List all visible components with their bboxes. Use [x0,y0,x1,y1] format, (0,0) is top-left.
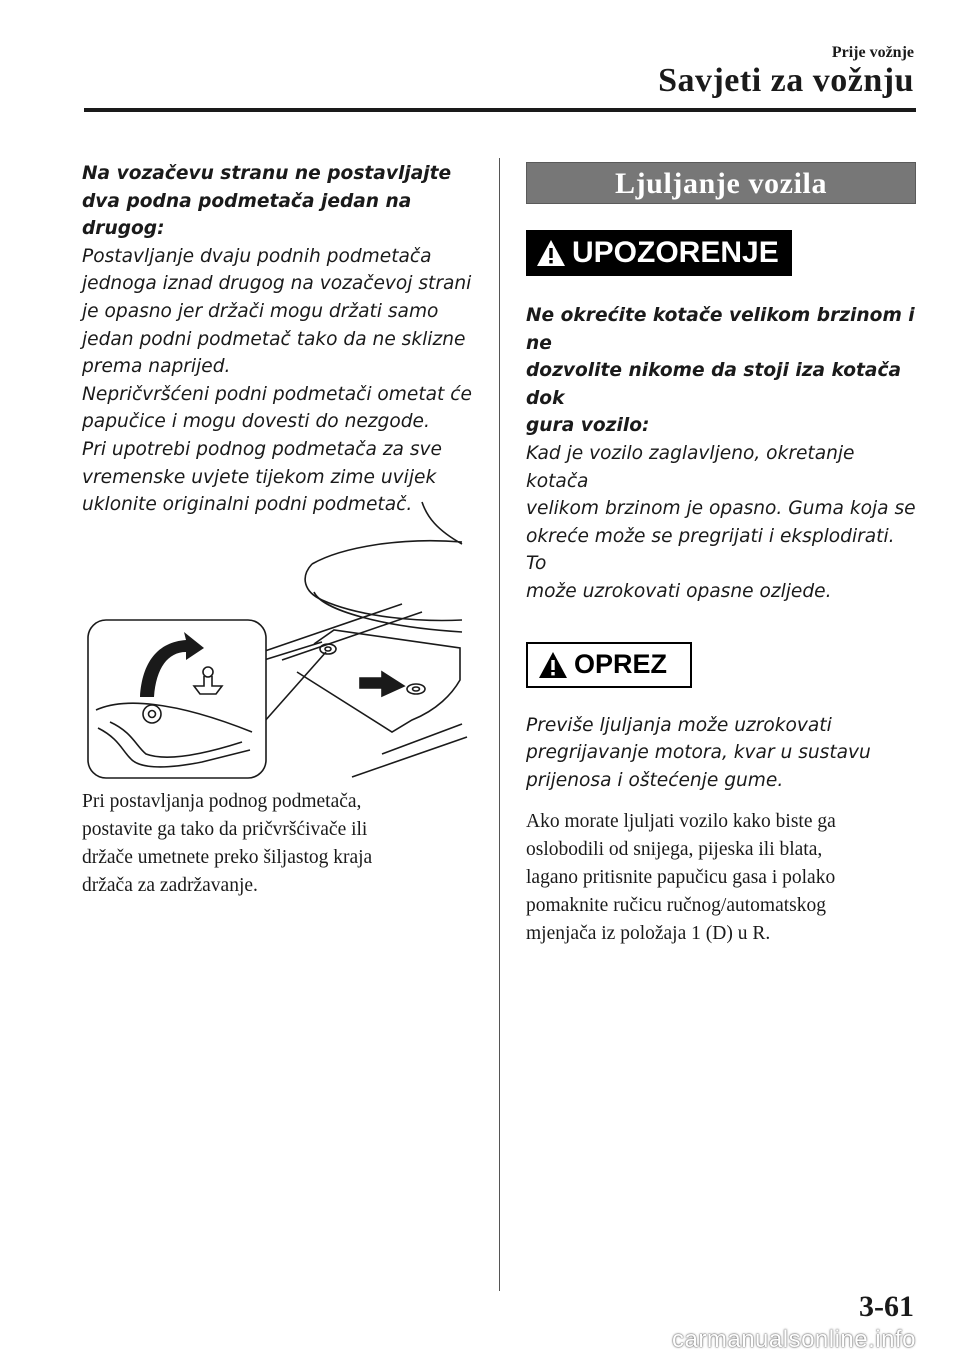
body-line: držača za zadržavanje. [82,875,258,896]
warning-heading-line: dozvolite nikome da stoji iza kotača dok [526,360,902,409]
section-title: Ljuljanje vozila [526,162,916,204]
caution-triangle-icon [538,651,568,679]
right-column [526,162,916,948]
right-caution-block [526,712,916,795]
warning-line: Pri upotrebi podnog podmetača za sve [82,438,442,460]
warning-line: jednoga iznad drugog na vozačevoj strani [82,273,472,295]
header-rule [84,108,916,112]
warning-triangle-icon [536,239,566,267]
caution-badge [526,642,692,688]
body-line: mjenjača iz položaja 1 (D) u R. [526,923,771,945]
warning-line: je opasno jer držači mogu držati samo [82,300,439,322]
body-line: postavite ga tako da pričvršćivače ili [82,819,368,840]
page-number: 3-61 [859,1290,914,1323]
caution-line: prijenosa i oštećenje gume. [526,769,784,791]
warning-badge-label: UPOZORENJE [572,236,779,269]
warning-line: može uzrokovati opasne ozljede. [526,580,832,602]
warning-line: Kad je vozilo zaglavljeno, okretanje kotača [526,442,855,492]
warning-line: vremenske uvjete tijekom zime uvijek [82,466,437,488]
body-line: oslobodili od snijega, pijeska ili blata, [526,839,823,861]
header-subtitle: Prije vožnje [831,44,914,61]
body-line: Pri postavljanja podnog podmetača, [82,791,362,812]
body-line: lagano pritisnite papučicu gasa i polako [526,867,836,889]
left-body-text [82,788,482,900]
left-warning-block [82,160,482,519]
warning-line: Nepričvršćeni podni podmetači ometat će [82,383,472,405]
warning-heading-line: Ne okrećite kotače velikom brzinom i ne [526,305,915,354]
warning-line: jedan podni podmetač tako da ne sklizne [82,328,466,350]
warning-badge [526,230,792,276]
warning-heading-line: gura vozilo: [526,415,650,437]
right-warning-block [526,302,916,606]
right-body-text [526,808,916,948]
caution-line: Previše ljuljanja može uzrokovati [526,714,832,736]
warning-line: uklonite originalni podni podmetač. [82,494,413,516]
body-line: pomaknite ručicu ručnog/automatskog [526,895,827,917]
warning-line: Postavljanje dvaju podnih podmetača [82,245,432,267]
left-warning-heading: Na vozačevu stranu ne postavljajte dva podna podmetača jedan na drugog: [82,163,452,240]
warning-line: velikom brzinom je opasno. Guma koja se [526,498,916,520]
warning-line: okreće može se pregrijati i eksplodirati. To [526,525,895,575]
body-line: držače umetnete preko šiljastog kraja [82,847,373,868]
column-divider [499,158,500,1291]
floor-mat-illustration [82,492,472,782]
body-line: Ako morate ljuljati vozilo kako biste ga [526,811,836,833]
watermark: carmanualsonline.info [672,1326,916,1353]
caution-line: pregrijavanje motora, kvar u sustavu [526,742,871,764]
warning-line: papučice i mogu dovesti do nezgode. [82,411,430,433]
header-title: Savjeti za vožnju [658,62,914,99]
warning-line: prema naprijed. [82,356,231,378]
caution-badge-label: OPREZ [574,649,668,680]
